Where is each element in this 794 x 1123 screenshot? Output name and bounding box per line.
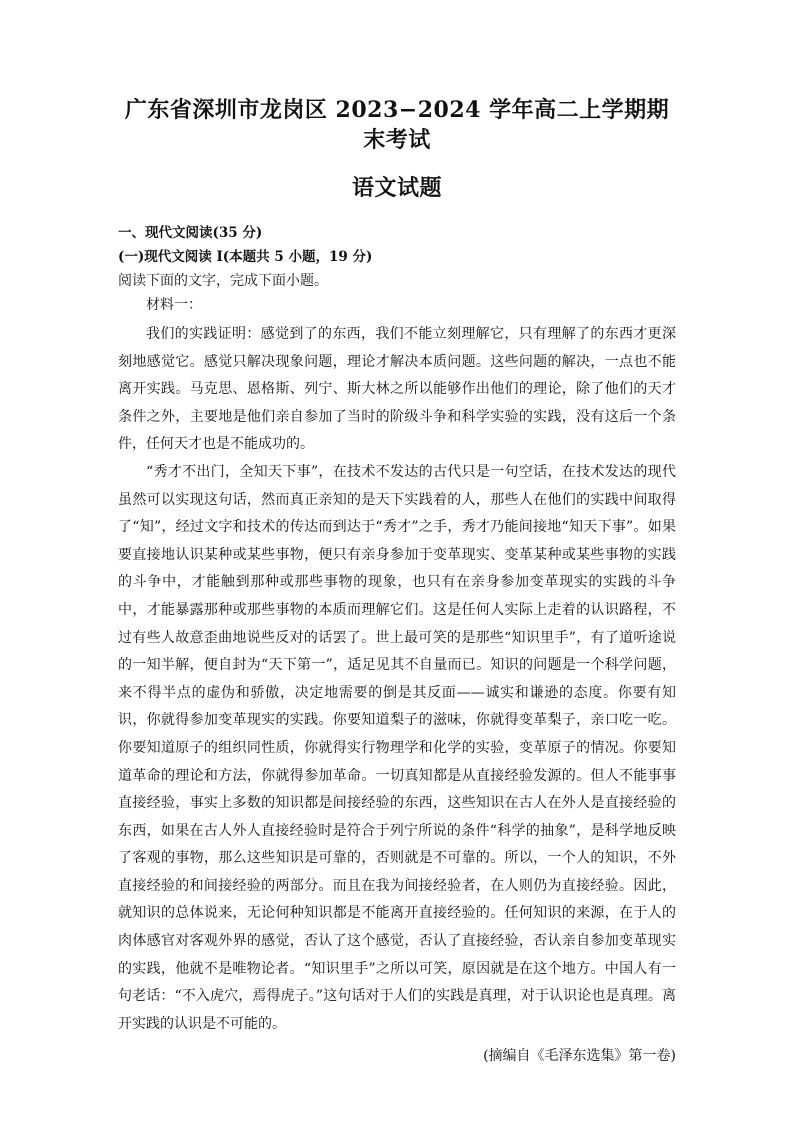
- passage-paragraph-2: “秀才不出门，全知天下事”，在技术不发达的古代只是一句空话，在技术发达的现代虽然可以实现这句话，然而真正亲知的是天下实践着的人，那些人在他们的实践中间取得了“知”，经过文字和技术的传达而到达于“秀才”之手，秀才乃能间接地“知天下事”。如果要直接地认识某种或某些事物，便只有亲身参加于变革现实、变革某种或某些事物的实践的斗争中，才能触到那种或那些事物的现象，也只有在亲身参加变革现实的实践的斗争中，才能暴露那种或那些事物的本质而理解它们。这是任何人实际上走着的认识路程，不过有些人故意歪曲地说些反对的话罢了。世上最可笑的是那些“知识里手”，有了道听途说的一知半解，便自封为“天下第一”，适足见其不自量而已。知识的问题是一个科学问题，来不得半点的虚伪和骄傲，决定地需要的倒是其反面——诚实和谦逊的态度。你要有知识，你就得参加变革现实的实践。你要知道梨子的滋味，你就得变革梨子，亲口吃一吃。你要知道原子的组织同性质，你就得实行物理学和化学的实验，变革原子的情况。你要知道革命的理论和方法，你就得参加革命。一切真知都是从直接经验发源的。但人不能事事直接经验，事实上多数的知识都是间接经验的东西，这些知识在古人在外人是直接经验的东西，如果在古人外人直接经验时是符合于列宁所说的条件“科学的抽象”，是科学地反映了客观的事物，那么这些知识是可靠的，否则就是不可靠的。所以，一个人的知识，不外直接经验的和间接经验的两部分。而且在我为间接经验者，在人则仍为直接经验。因此，就知识的总体说来，无论何种知识都是不能离开直接经验的。任何知识的来源，在于人的肉体感官对客观外界的感觉，否认了这个感觉，否认了直接经验，否认亲自参加变革现实的实践，他就不是唯物论者。“知识里手”之所以可笑，原因就是在这个地方。中国人有一句老话：“不入虎穴，焉得虎子。”这句话对于人们的实践是真理，对于认识论也是真理。离开实践的认识是不可能的。: [118, 463, 676, 1032]
- subsection-heading: (一)现代文阅读 I(本题共 5 小题，19 分): [118, 249, 373, 265]
- exam-subject: 语文试题: [351, 175, 442, 201]
- section-heading: 一、现代文阅读(35 分): [118, 225, 263, 241]
- reading-instruction: 阅读下面的文字，完成下面小题。: [118, 273, 328, 289]
- source-citation: (摘编自《毛泽东选集》第一卷): [483, 1048, 676, 1065]
- material-label: 材料一：: [146, 297, 202, 313]
- passage-paragraph-1: 我们的实践证明：感觉到了的东西，我们不能立刻理解它，只有理解了的东西才更深刻地感觉它。感觉只解决现象问题，理论才解决本质问题。这些问题的解决，一点也不能离开实践。马克思、恩格斯、列宁、斯大林之所以能够作出他们的理论，除了他们的天才条件之外，主要地是他们亲自参加了当时的阶级斗争和科学实验的实践，没有这后一个条件，任何天才也是不能成功的。: [118, 326, 676, 453]
- exam-title: 广东省深圳市龙岗区 2023−2024 学年高二上学期期末考试: [124, 97, 670, 153]
